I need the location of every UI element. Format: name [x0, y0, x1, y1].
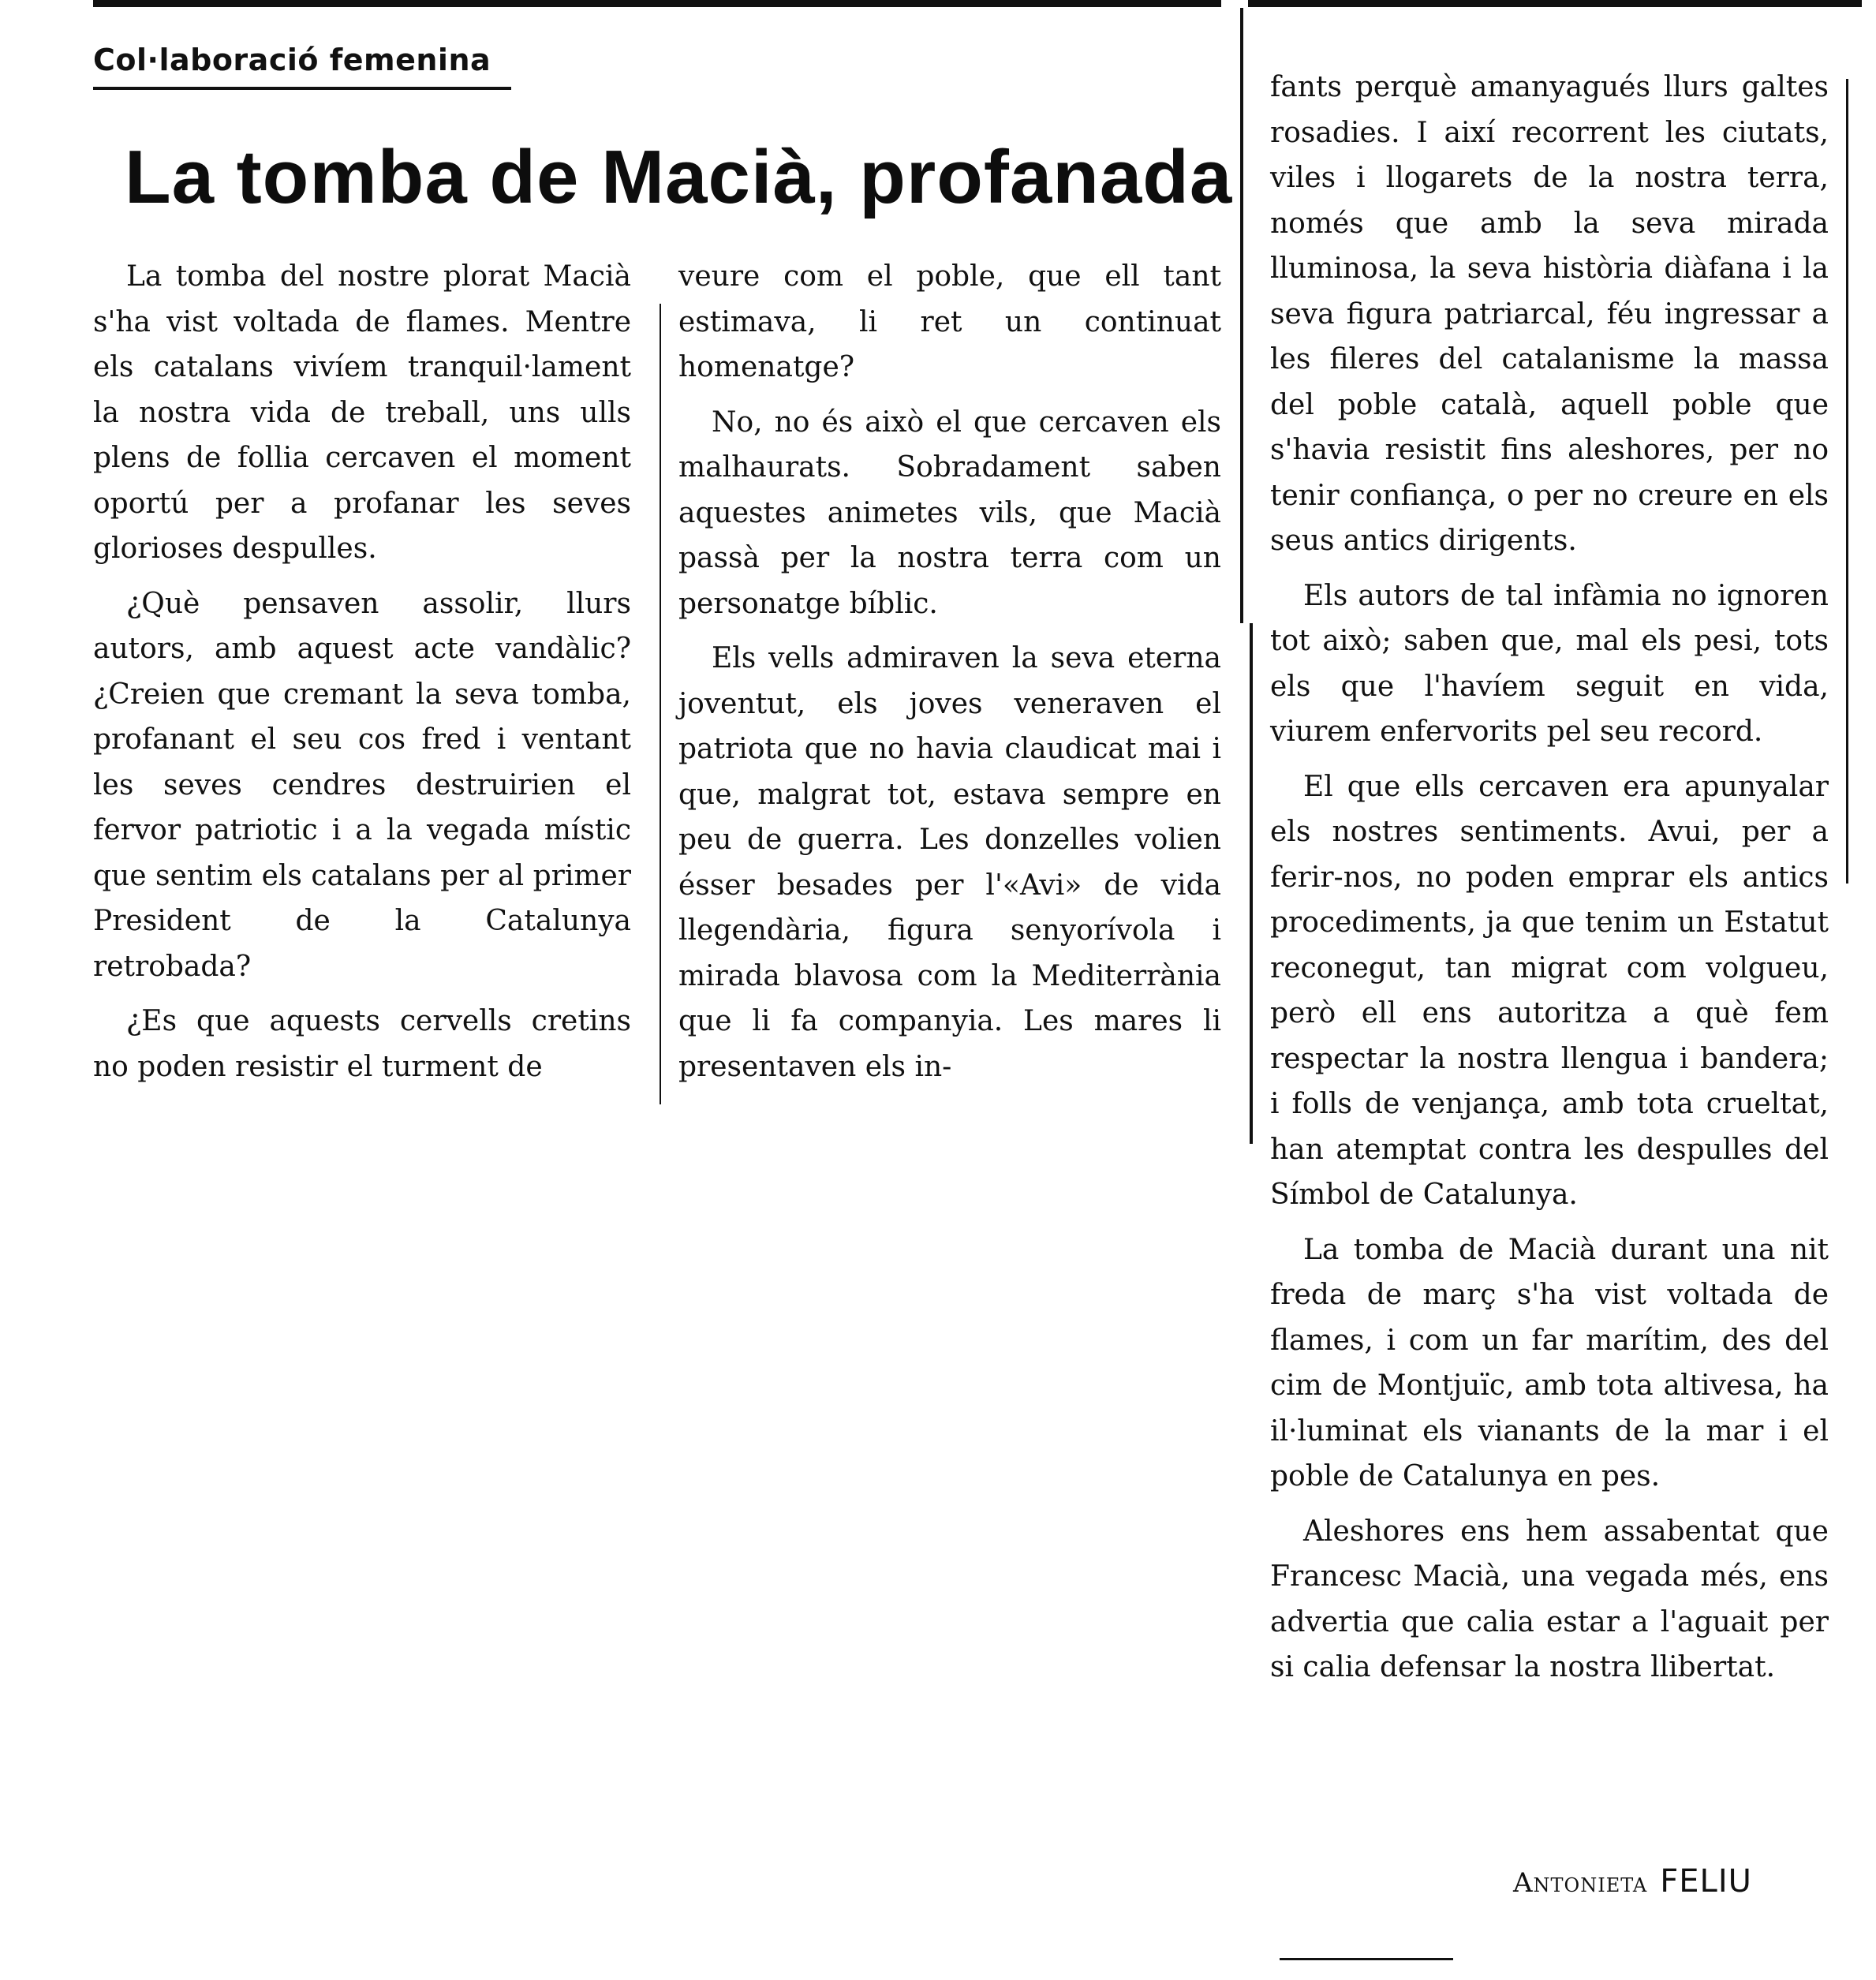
paragraph: ¿Què pensaven assolir, llurs autors, amb aquest acte vandàlic? ¿Creien que cremant la seva tomba, profanant el seu cos fred i ventant les seves cendres destruirien el fervor patriotic i a la vegada místic que sentim els catalans per al primer President de la Catalunya retrobada?	[93, 587, 631, 983]
top-rule-left	[93, 0, 1221, 7]
paragraph: veure com el poble, que ell tant estimava, li ret un continuat homenatge?	[678, 260, 1221, 383]
paragraph: Aleshores ens hem assabentat que Francesc Macià, una vegada més, ens advertia que calia estar a l'aguait per si calia defensar la nostra llibertat.	[1270, 1515, 1829, 1683]
paragraph: fants perquè amanyagués llurs galtes rosadies. I així recorrent les ciutats, viles i llogarets de la nostra terra, només que amb la seva mirada lluminosa, la seva història diàfana i la seva figura patriarcal, féu ingressar a les fileres del catalanisme la massa del poble català, aquell poble que s'havia resistit fins aleshores, per no tenir confiança, o per no creure en els seus antics dirigents.	[1270, 71, 1829, 557]
paragraph: ¿Es que aquests cervells cretins no poden resistir el turment de	[93, 1005, 631, 1083]
article-column-2	[678, 254, 1221, 1089]
author-last-name: FELIU	[1660, 1863, 1752, 1900]
paragraph: No, no és això el que cercaven els malhaurats. Sobradament saben aquestes animetes vils, que Macià passà per la nostra terra com un personatge bíblic.	[678, 405, 1221, 620]
headline: La tomba de Macià, profanada	[125, 135, 1233, 219]
bottom-rule	[1280, 1958, 1453, 1960]
section-label: Col·laboració femenina	[93, 43, 491, 77]
paragraph: El que ells cercaven era apunyalar els nostres sentiments. Avui, per a ferir-nos, no poden emprar els antics procediments, ja que tenim un Estatut reconegut, tan migrat com volgueu, però ell ens autoritza a què fem respectar la nostra llengua i bandera; i folls de venjança, amb tota crueltat, han atemptat contra les despulles del Símbol de Catalunya.	[1270, 770, 1829, 1211]
article-column-3	[1270, 65, 1829, 1690]
paragraph: Els autors de tal infàmia no ignoren tot això; saben que, mal els pesi, tots els que l'havíem seguit en vida, viurem enfervorits pel seu record.	[1270, 579, 1829, 748]
author-first-name: Antonieta	[1513, 1867, 1648, 1899]
author-signature	[1513, 1863, 1752, 1900]
column-divider-1	[660, 304, 661, 1104]
paragraph: Els vells admiraven la seva eterna joventut, els joves veneraven el patriota que no havia claudicat mai i que, malgrat tot, estava sempre en peu de guerra. Les donzelles volien ésser besades per l'«Avi» de vida llegendària, figura senyorívola i mirada blavosa com la Mediterrània que li fa companyia. Les mares li presentaven els in-	[678, 642, 1221, 1083]
column-divider-2a	[1240, 8, 1243, 623]
article-column-1	[93, 254, 631, 1089]
section-underline	[93, 87, 511, 90]
column-divider-2b	[1250, 623, 1253, 1144]
paragraph: La tomba de Macià durant una nit freda de març s'ha vist voltada de flames, i com un far marítim, des del cim de Montjuïc, amb tota altivesa, ha il·luminat els vianants de la mar i el poble de Catalunya en pes.	[1270, 1233, 1829, 1492]
paragraph: La tomba del nostre plorat Macià s'ha vist voltada de flames. Mentre els catalans vivíem tranquil·lament la nostra vida de treball, uns ulls plens de follia cercaven el moment oportú per a profanar les seves glorioses despulles.	[93, 260, 631, 565]
column-divider-3	[1846, 79, 1848, 884]
top-rule-right	[1248, 0, 1862, 7]
